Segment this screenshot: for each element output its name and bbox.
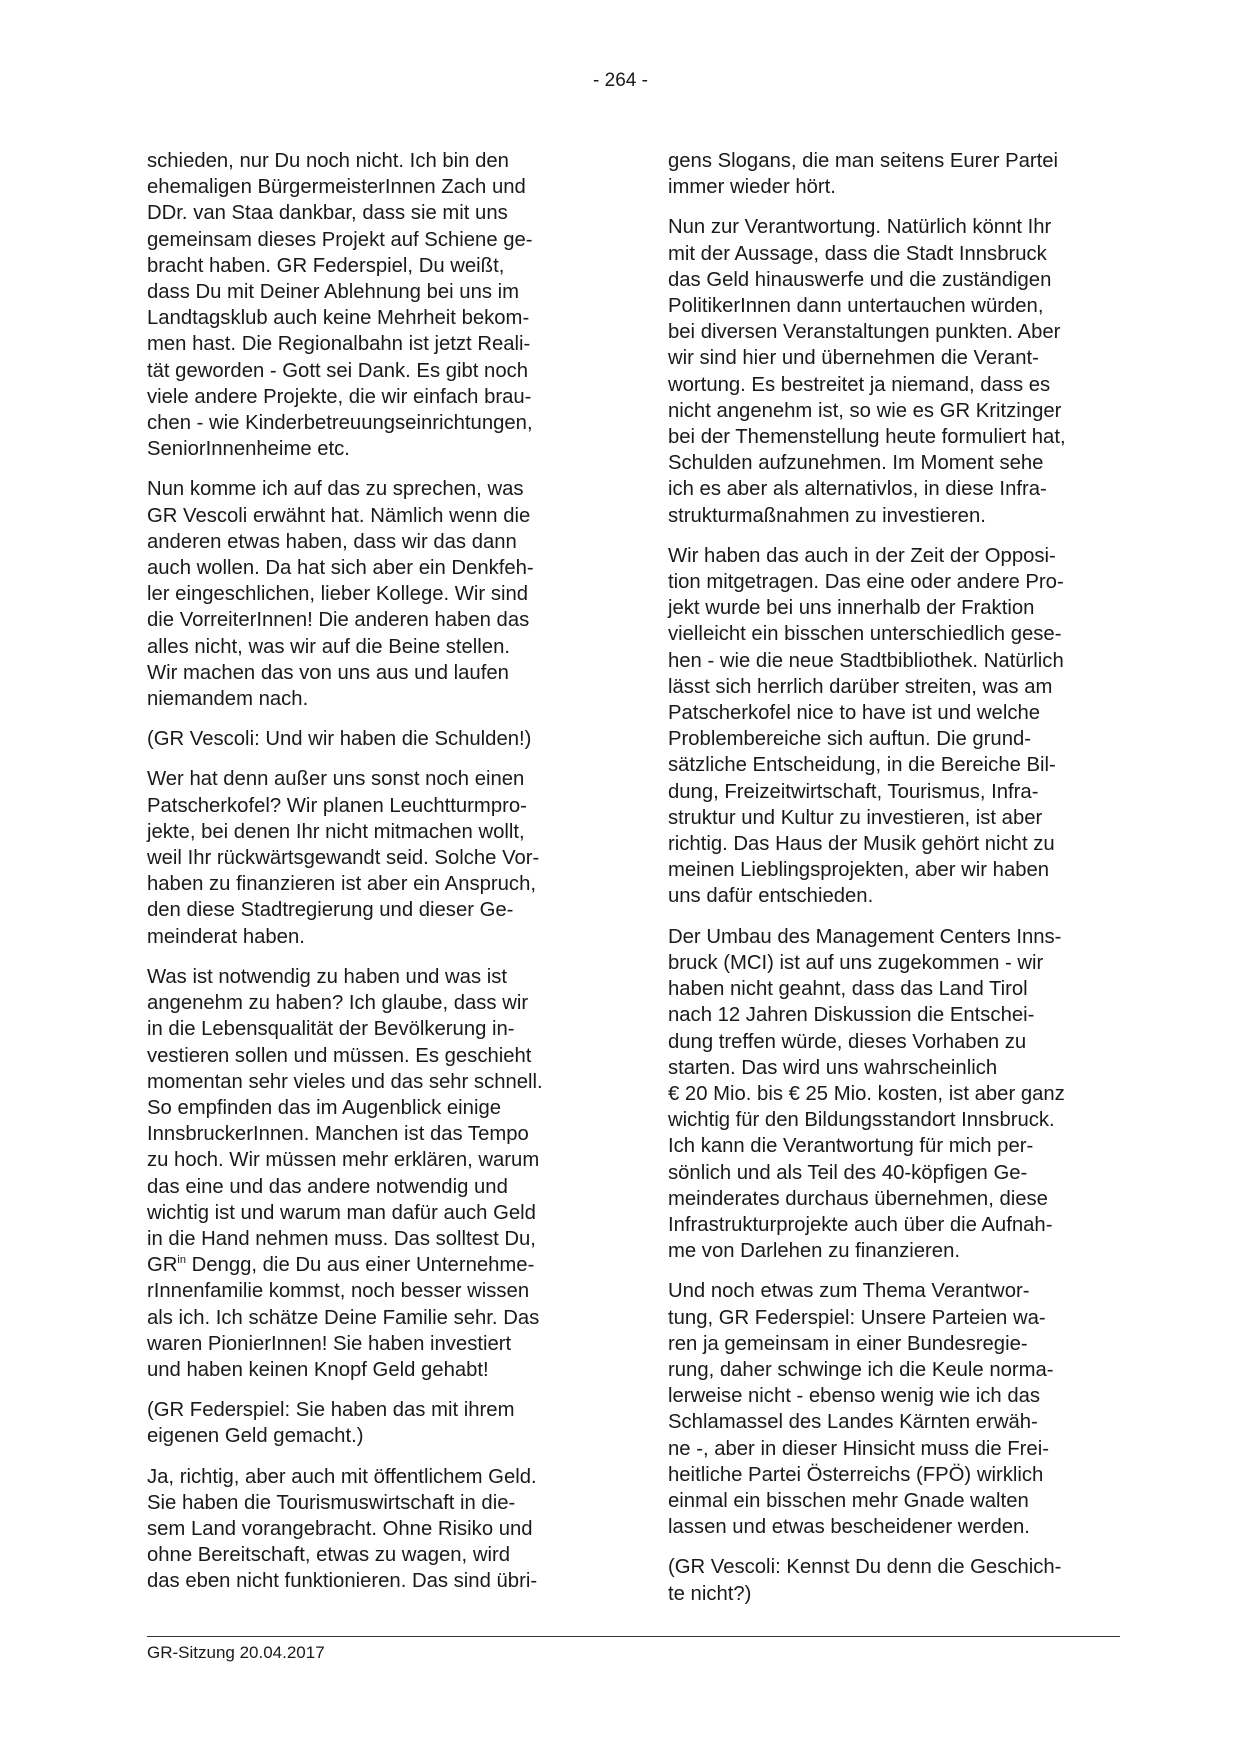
paragraph: Und noch etwas zum Thema Verantwor- tung, GR Federspiel: Unsere Parteien wa- ren ja gemeinsam in einer Bundesregie- rung, daher schwinge ich die Keule norma- lerweise nicht - ebenso wenig wie ich das Schlamassel des Landes Kärnten erwäh- ne -, aber in dieser Hinsicht muss die Frei- heitliche Partei Österreichs (FPÖ) wirklich einmal ein bisschen mehr Gnade walten lassen und etwas bescheidener werden. <box>668 1280 1054 1539</box>
paragraph: Was ist notwendig zu haben und was ist angenehm zu haben? Ich glaube, dass wir in die Lebensqualität der Bevölkerung in- vestieren sollen und müssen. Es geschieht momentan sehr vieles und das sehr schnell. So empfinden das im Augenblick einige InnsbruckerInnen. Manchen ist das Tempo zu hoch. Wir müssen mehr erklären, warum das eine und das andere notwendig und wichtig ist und warum man dafür auch Geld in die Hand nehmen muss. Das solltest Du, $GR^{in}$ Dengg, die Du aus einer Unternehme- rInnenfamilie kommst, noch besser wissen als ich. Ich schätze Deine Familie sehr. Das waren PionierInnen! Sie haben investiert und haben keinen Knopf Geld gehabt! <box>147 964 597 1383</box>
interjection: (GR Vescoli: Und wir haben die Schulden!) <box>147 728 532 751</box>
left-column <box>147 148 597 1609</box>
paragraph: Nun zur Verantwortung. Natürlich könnt Ihr mit der Aussage, dass die Stadt Innsbruck das Geld hinauswerfe und die zuständigen PolitikerInnen dann untertauchen würden, bei diversen Veranstaltungen punkten. Aber wir sind hier und übernehmen die Verant- wortung. Es bestreitet ja niemand, dass es nicht angenehm ist, so wie es GR Kritzinger bei der Themenstellung heute formuliert hat, Schulden aufzunehmen. Im Moment sehe ich es aber als alternativlos, in diese Infra- strukturmaßnahmen zu investieren. <box>668 216 1066 527</box>
paragraph: Ja, richtig, aber auch mit öffentlichem Geld. Sie haben die Tourismuswirtschaft in die- sem Land vorangebracht. Ohne Risiko und ohne Bereitschaft, etwas zu wagen, wird das eben nicht funktionieren. Das sind übri- <box>147 1465 538 1593</box>
dengg-line: $GR^{in}$ Dengg, die Du aus einer Unternehme- <box>147 1254 535 1277</box>
interjection: (GR Vescoli: Kennst Du denn die Geschich- te nicht?) <box>668 1556 1062 1605</box>
paragraph: Der Umbau des Management Centers Inns- bruck (MCI) ist auf uns zugekommen - wir haben nicht geahnt, dass das Land Tirol nach 12 Jahren Diskussion die Entschei- dung treffen würde, dieses Vorhaben zu starten. Das wird uns wahrscheinlich € 20 Mio. bis € 25 Mio. kosten, ist aber ganz wichtig für den Bildungsstandort Innsbruck. Ich kann die Verantwortung für mich per- sönlich und als Teil des 40-köpfigen Ge- meinderates durchaus übernehmen, diese Infrastrukturprojekte auch über die Aufnah- me von Darlehen zu finanzieren. <box>668 925 1065 1263</box>
paragraph: schieden, nur Du noch nicht. Ich bin den ehemaligen BürgermeisterInnen Zach und DDr. van Staa dankbar, dass sie mit uns gemeinsam dieses Projekt auf Schiene ge- bracht haben. GR Federspiel, Du weißt, dass Du mit Deiner Ablehnung bei uns im Landtagsklub auch keine Mehrheit bekom- men hast. Die Regionalbahn ist jetzt Reali- tät geworden - Gott sei Dank. Es gibt noch viele andere Projekte, die wir einfach brau- chen - wie Kinderbetreuungseinrichtungen, SeniorInnenheime etc. <box>147 150 533 461</box>
paragraph: Nun komme ich auf das zu sprechen, was GR Vescoli erwähnt hat. Nämlich wenn die anderen etwas haben, dass wir das dann auch wollen. Da hat sich aber ein Denkfeh- ler eingeschlichen, lieber Kollege. Wir sind die VorreiterInnen! Die anderen haben das alles nicht, was wir auf die Beine stellen. Wir machen das von uns aus und laufen niemandem nach. <box>147 478 534 711</box>
paragraph: gens Slogans, die man seitens Eurer Partei immer wieder hört. <box>668 150 1059 199</box>
interjection: (GR Federspiel: Sie haben das mit ihrem eigenen Geld gemacht.) <box>147 1399 515 1448</box>
paragraph: Wir haben das auch in der Zeit der Opposi- tion mitgetragen. Das eine oder andere Pro- jekt wurde bei uns innerhalb der Fraktion vielleicht ein bisschen unterschiedlich gese- hen - wie die neue Stadtbibliothek. Natürlich lässt sich herrlich darüber streiten, was am Patscherkofel nice to have ist und welche Problembereiche sich auftun. Die grund- sätzliche Entscheidung, in die Bereiche Bil- dung, Freizeitwirtschaft, Tourismus, Infra- struktur und Kultur zu investieren, ist aber richtig. Das Haus der Musik gehört nicht zu meinen Lieblingsprojekten, aber wir haben uns dafür entschieden. <box>668 544 1064 908</box>
paragraph: Wer hat denn außer uns sonst noch einen Patscherkofel? Wir planen Leuchtturmpro- jekte, bei denen Ihr nicht mitmachen wollt, weil Ihr rückwärtsgewandt seid. Solche Vor- haben zu finanzieren ist aber ein Anspruch, den diese Stadtregierung und dieser Ge- meinderat haben. <box>147 768 540 948</box>
right-column <box>668 148 1118 1621</box>
page-number: - 264 - <box>593 70 648 91</box>
footer-session-date: GR-Sitzung 20.04.2017 <box>147 1643 325 1662</box>
footer-divider <box>147 1636 1120 1637</box>
